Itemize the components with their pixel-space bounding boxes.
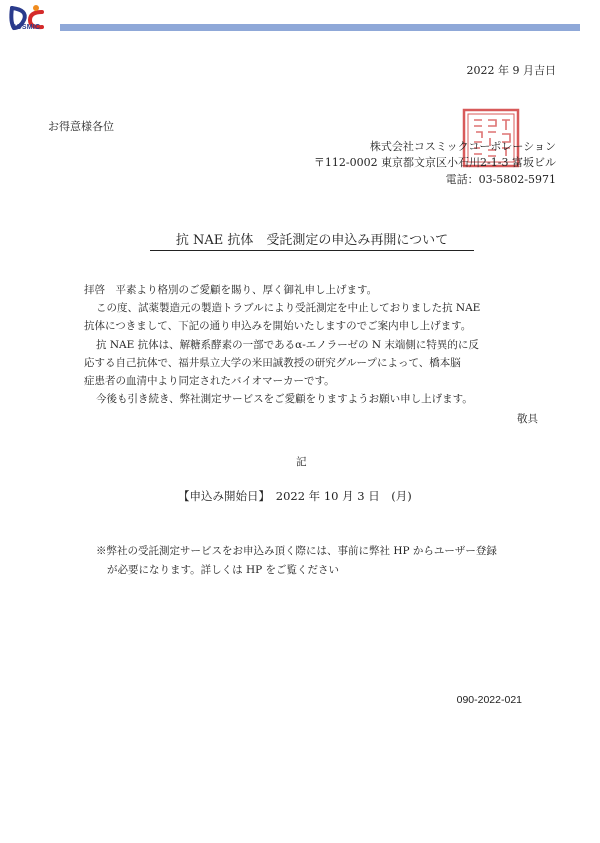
- application-start-date: 【申込み開始日】 2022 年 10 月 3 日 (月): [178, 489, 412, 503]
- sender-address: 〒112-0002 東京都文京区小石川2-1-3 富坂ビル: [313, 156, 556, 169]
- logo-text: COSMIC: [11, 24, 41, 31]
- body-line: 今後も引き続き、弊社測定サービスをご愛顧をりますようお願い申し上げます。: [96, 393, 473, 405]
- sender-tel: 電話：03-5802-5971: [445, 173, 556, 186]
- note-line-2: が必要になります。詳しくは HP をご覧ください: [107, 564, 340, 576]
- document-number: 090-2022-021: [456, 694, 522, 706]
- logo-mark-icon: [6, 4, 58, 42]
- sender-company: 株式会社コスミックコーポレーション: [369, 140, 556, 153]
- addressee: お得意様各位: [48, 120, 114, 133]
- body-line: 抗 NAE 抗体は、解糖系酵素の一部であるα-エノラーゼの N 末端側に特異的に反: [96, 339, 479, 351]
- body-line: 抗体につきまして、下記の通り申込みを開始いたしますのでご案内申し上げます。: [84, 320, 472, 332]
- body-line: 応する自己抗体で、福井県立大学の米田誠教授の研究グループによって、橋本脳: [84, 357, 461, 369]
- issue-date: 2022 年 9 月吉日: [466, 64, 556, 77]
- note-line-1: ※弊社の受託測定サービスをお申込み頂く際には、事前に弊社 HP からユーザー登録: [96, 545, 497, 557]
- body-line: この度、試薬製造元の製造トラブルにより受託測定を中止しておりました抗 NAE: [96, 302, 481, 314]
- body-line: 症患者の血清中より同定されたバイオマーカーです。: [84, 375, 335, 387]
- company-logo: [6, 4, 58, 42]
- body-line-greeting: 拝啓 平素より格別のご愛顧を賜り、厚く御礼申し上げます。: [84, 284, 378, 296]
- ki-marker: 記: [296, 456, 307, 468]
- document-title: 抗 NAE 抗体 受託測定の申込み再開について: [150, 233, 474, 251]
- header-bar: [60, 24, 580, 31]
- closing-keigu: 敬具: [517, 413, 538, 425]
